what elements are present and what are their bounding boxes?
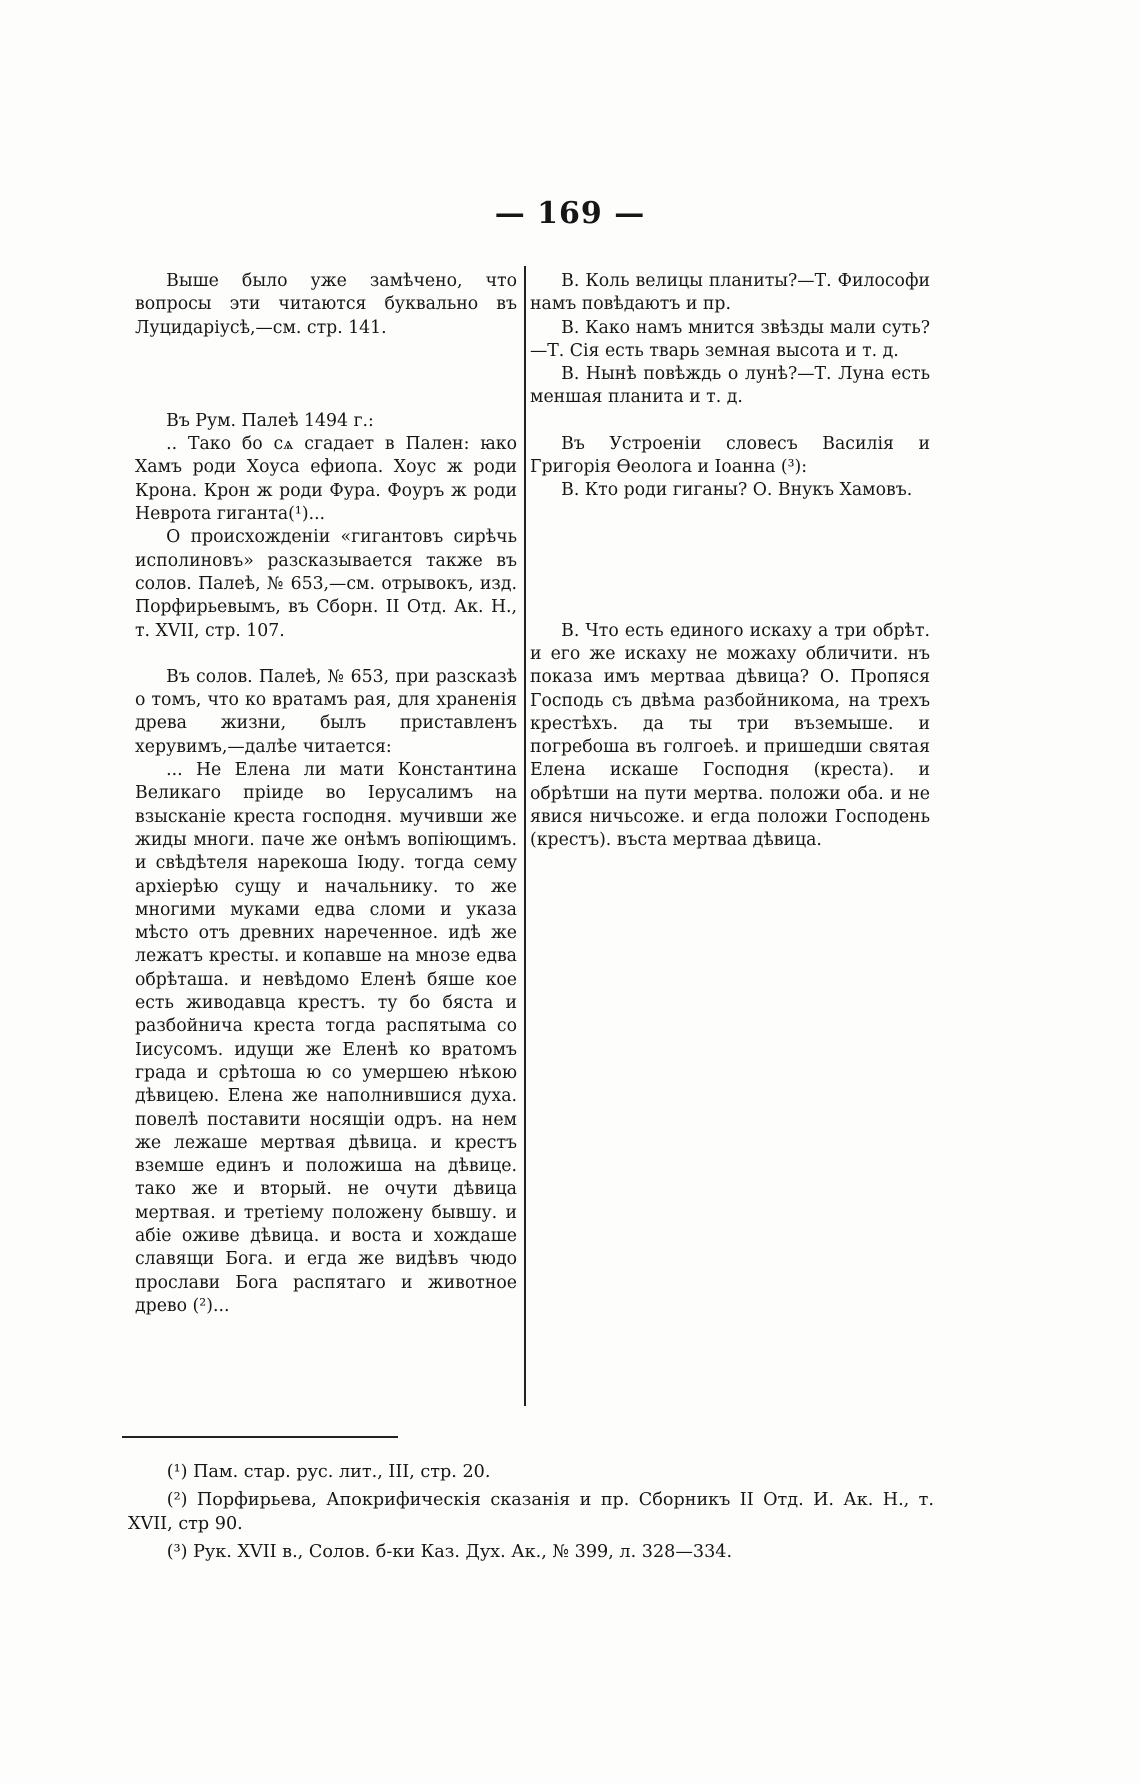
question-stars: В. Како намъ мнится звѣзды мали суть?—Т. Сія есть тварь земная высота и т. д. [530,317,930,361]
note-intro: Выше было уже замѣчено, что вопросы эти читаются буквально въ Луцидаріусѣ,—см. стр. 141. [135,271,517,338]
giants-note: О происхожденіи «гигантовъ сирѣчь исполиновъ» разсказывается также въ солов. Палеѣ, № 653,—см. отрывокъ, изд. Порфирьевымъ, въ Сборн. II Отд. Ак. Н., т. XVII, стр. 107. [135,527,517,641]
solov-palea-intro: Въ солов. Палеѣ, № 653, при разсказѣ о томъ, что ко вратамъ рая, для храненія древа жизни, былъ приставленъ херувимъ,—далѣе читается: [135,666,517,757]
right-column [530,270,930,853]
solov-palea-quote: ... Не Елена ли мати Константина Великаго пріиде во Іерусалимъ на взысканіе креста господня. мучивши же жиды многи. паче же онѣмъ вопіющимъ. и свѣдѣтеля нарекоша Іюду. тогда сему архіерѣю сущу и начальнику. то же многими муками едва сломи и указа мѣсто отъ древних нареченное. идѣ же лежатъ кресты. и копавше на мнозе едва обрѣташа. и невѣдомо Еленѣ бяше кое есть живодавца крестъ. ту бо бяста и разбойнича креста тогда распятыма со Іисусомъ. идущи же Еленѣ ко вратомъ града и срѣтоша ю со умершею нѣкою дѣвицею. Елена же наполнившися духа. повелѣ поставити носящіи одръ. на нем же лежаше мертвая дѣвица. и крестъ вземше единъ и положиша на дѣвице. тако же и вторый. не очути дѣвица мертвая. и третіему положену бывшу. и абіе оживе дѣвица. и воста и хождаше славящи Бога. и егда же видѣвъ чюдо прослави Бога распятаго и животное древо (²)... [135,760,517,1316]
footnote-2: (²) Порфирьева, Апокрифическія сказанія и пр. Сборникъ II Отд. И. Ак. Н., т. XVII, стр 90. [128,1490,934,1534]
question-planets: В. Коль велицы планиты?—Т. Философи намъ повѣдаютъ и пр. [530,271,930,315]
spacer [135,340,517,410]
page-number: — 169 — [494,196,646,231]
spacer [530,410,930,433]
left-column [135,270,517,1318]
column-divider [524,266,526,1406]
spacer [135,643,517,666]
rum-palea-header: Въ Рум. Палеѣ 1494 г.: [166,410,374,431]
footnote-3: (³) Рук. XVII в., Солов. б-ки Каз. Дух. Ак., № 399, л. 328—334. [166,1542,733,1562]
footnote-1: (¹) Пам. стар. рус. лит., III, стр. 20. [166,1462,491,1482]
question-cross: В. Что есть единого искаху а три обрѣт. и его же искаху не можаху обличити. нъ показа имъ мертваа дѣвица? О. Пропяся Господь съ двѣма разбойникома, на трехъ крестѣхъ. да ты три въземыше. и погребоша въ голгоеѣ. и пришедши святая Елена искаше Господня (креста). и обрѣтши на пути мертва. положи оба. и не явися ничьсоже. и егда положи Господень (крестъ). въста мертваа дѣвица. [530,620,930,851]
footnotes [128,1460,934,1568]
spacer [530,503,930,620]
footnote-rule [122,1436,398,1438]
rum-palea-quote: .. Тако бо сѧ сгадает в Пален: ꙗко Хамъ роди Хоуса ефиопа. Хоус ж роди Крона. Крон ж роди Фура. Фоуръ ж роди Неврота гиганта(¹)... [135,434,517,525]
ustroenie-header: Въ Устроеніи словесъ Василія и Григорія Өеолога и Іоанна (³): [530,433,930,478]
question-giants: В. Кто роди гиганы? О. Внукъ Хамовъ. [561,480,913,501]
question-moon: В. Нынѣ повѣждь о лунѣ?—Т. Луна есть меншая планита и т. д. [530,364,930,408]
